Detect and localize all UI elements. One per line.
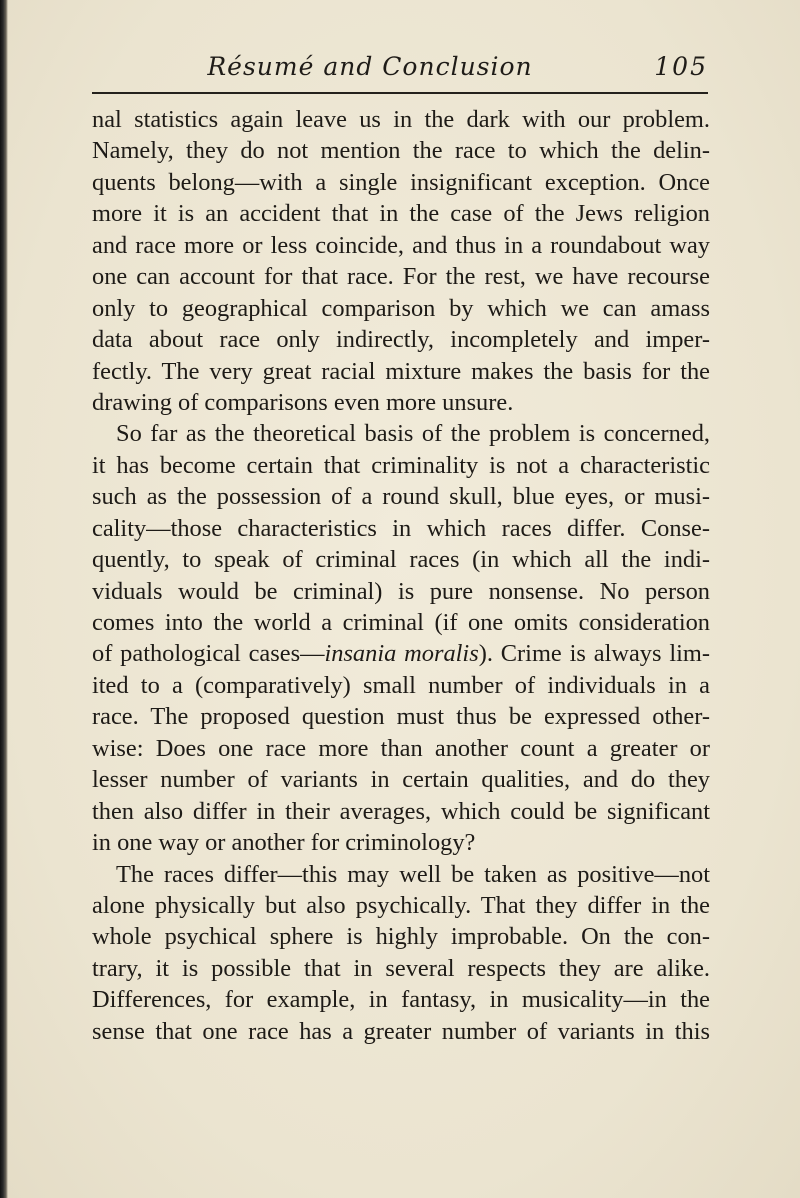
- text-line: then also differ in their averages, which could be significant: [92, 797, 710, 825]
- text-line: and race more or less coincide, and thus in a roundabout way: [92, 231, 710, 259]
- text-line: data about race only indirectly, incompletely and imper-: [92, 326, 710, 354]
- text-line: cality—those characteristics in which races differ. Conse-: [92, 514, 710, 542]
- text-line: race. The proposed question must thus be expressed other-: [92, 703, 710, 731]
- text-line: trary, it is possible that in several respects they are alike.: [92, 954, 710, 982]
- text-line: viduals would be criminal) is pure nonsense. No person: [92, 577, 710, 605]
- text-line: in one way or another for criminology?: [92, 829, 476, 857]
- text-line: The races differ—this may well be taken as positive—not: [116, 860, 710, 888]
- text-line: drawing of comparisons even more unsure.: [92, 388, 514, 416]
- text-segment: ). Crime is always lim-: [478, 640, 710, 668]
- text-line: only to geographical comparison by which we can amass: [92, 294, 710, 322]
- text-line: So far as the theoretical basis of the problem is concerned,: [116, 420, 710, 448]
- text-line: fectly. The very great racial mixture makes the basis for the: [92, 357, 710, 385]
- header-rule: [92, 92, 708, 94]
- text-line: whole psychical sphere is highly improbable. On the con-: [92, 923, 710, 951]
- text-line: wise: Does one race more than another count a greater or: [92, 734, 710, 762]
- text-line: quently, to speak of criminal races (in which all the indi-: [92, 546, 710, 574]
- page-binding-edge: [0, 0, 8, 1198]
- text-line: sense that one race has a greater number of variants in this: [92, 1017, 710, 1045]
- text-line: quents belong—with a single insignificant exception. Once: [92, 168, 710, 196]
- text-line: it has become certain that criminality is not a characteristic: [92, 451, 710, 479]
- running-header: [90, 52, 708, 92]
- text-line: nal statistics again leave us in the dark with our problem.: [92, 106, 710, 133]
- italic-term: insania moralis: [324, 640, 479, 668]
- text-line: more it is an accident that in the case of the Jews religion: [92, 200, 710, 228]
- text-line: one can account for that race. For the rest, we have recourse: [92, 263, 710, 291]
- text-segment: of pathological cases—: [92, 640, 325, 668]
- text-line: Namely, they do not mention the race to which the delin-: [92, 137, 710, 165]
- text-line: such as the possession of a round skull, blue eyes, or musi-: [92, 483, 710, 511]
- text-line-with-italic: [92, 638, 710, 669]
- running-header-title: Résumé and Conclusion: [207, 52, 533, 81]
- text-line: ited to a (comparatively) small number of individuals in a: [92, 671, 710, 699]
- text-line: Differences, for example, in fantasy, in musicality—in the: [92, 986, 710, 1014]
- text-line: lesser number of variants in certain qualities, and do they: [92, 766, 710, 794]
- body-text: [92, 104, 710, 1047]
- text-line: alone physically but also psychically. That they differ in the: [92, 891, 710, 919]
- page-number: 105: [654, 52, 708, 81]
- text-line: comes into the world a criminal (if one omits consideration: [92, 609, 710, 636]
